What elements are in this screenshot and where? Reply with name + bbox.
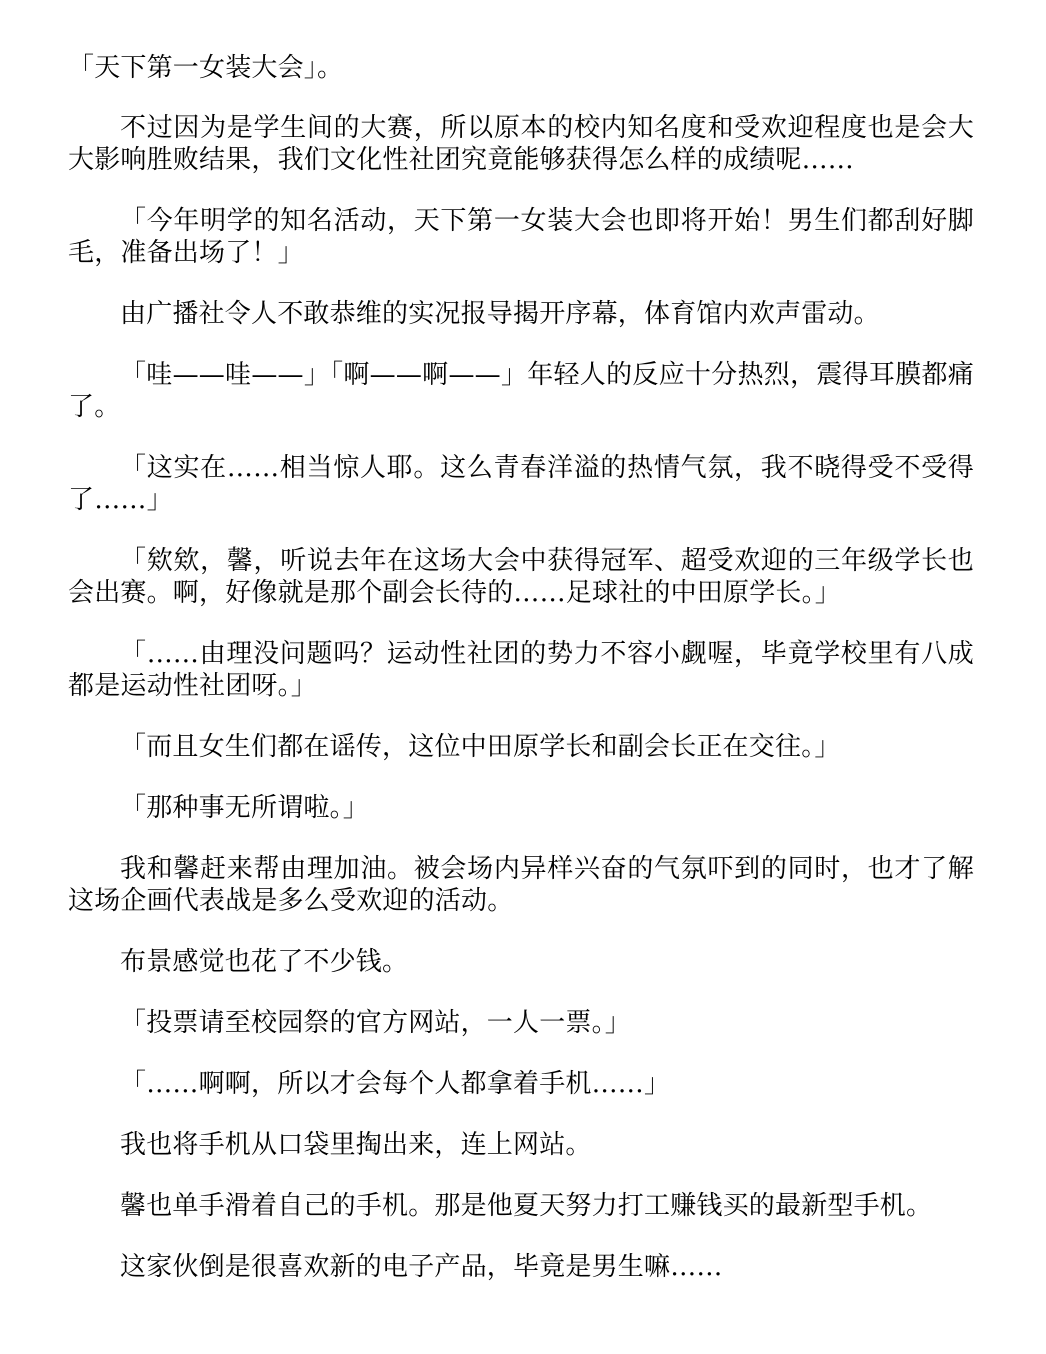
paragraph-7: 「欸欸，馨，听说去年在这场大会中获得冠军、超受欢迎的三年级学长也会出赛。啊，好像就是那个副会长待的……足球社的中田原学长。」 bbox=[68, 546, 974, 608]
paragraph-gap bbox=[68, 609, 974, 638]
paragraph-gap bbox=[68, 763, 974, 792]
paragraph-gap bbox=[68, 978, 974, 1007]
paragraph-gap bbox=[68, 269, 974, 298]
paragraph-gap bbox=[68, 176, 974, 205]
paragraph-gap bbox=[68, 824, 974, 853]
paragraph-12: 布景感觉也花了不少钱。 bbox=[120, 947, 409, 977]
paragraph-gap bbox=[68, 917, 974, 946]
paragraph-1: 「天下第一女装大会」。 bbox=[68, 53, 344, 83]
paragraph-10: 「那种事无所谓啦。」 bbox=[120, 793, 370, 823]
paragraph-11: 我和馨赶来帮由理加油。被会场内异样兴奋的气氛吓到的同时，也才了解这场企画代表战是多么受欢迎的活动。 bbox=[68, 854, 974, 916]
paragraph-gap bbox=[68, 516, 974, 545]
paragraph-2: 不过因为是学生间的大赛，所以原本的校内知名度和受欢迎程度也是会大大影响胜败结果，我们文化性社团究竟能够获得怎么样的成绩呢…… bbox=[68, 113, 974, 175]
paragraph-gap bbox=[68, 1039, 974, 1068]
paragraph-gap bbox=[68, 1222, 974, 1251]
paragraph-6: 「这实在……相当惊人耶。这么青春洋溢的热情气氛，我不晓得受不受得了……」 bbox=[68, 453, 974, 515]
paragraph-14: 「……啊啊，所以才会每个人都拿着手机……」 bbox=[120, 1069, 671, 1099]
paragraph-gap bbox=[68, 84, 974, 112]
paragraph-4: 由广播社令人不敢恭维的实况报导揭开序幕，体育馆内欢声雷动。 bbox=[120, 299, 880, 329]
paragraph-gap bbox=[68, 702, 974, 731]
paragraph-3: 「今年明学的知名活动，天下第一女装大会也即将开始！男生们都刮好脚毛，准备出场了！」 bbox=[68, 206, 974, 268]
paragraph-gap bbox=[68, 423, 974, 452]
paragraph-gap bbox=[68, 1100, 974, 1129]
paragraph-8: 「……由理没问题吗？运动性社团的势力不容小觑喔，毕竟学校里有八成都是运动性社团呀。」 bbox=[68, 639, 974, 701]
paragraph-17: 这家伙倒是很喜欢新的电子产品，毕竟是男生嘛…… bbox=[120, 1252, 723, 1282]
paragraph-gap bbox=[68, 1161, 974, 1190]
paragraph-13: 「投票请至校园祭的官方网站，一人一票。」 bbox=[120, 1008, 632, 1038]
paragraph-5: 「哇——哇——」「啊——啊——」年轻人的反应十分热烈，震得耳膜都痛了。 bbox=[68, 360, 974, 422]
paragraph-15: 我也将手机从口袋里掏出来，连上网站。 bbox=[120, 1130, 592, 1160]
paragraph-9: 「而且女生们都在谣传，这位中田原学长和副会长正在交往。」 bbox=[120, 732, 841, 762]
paragraph-16: 馨也单手滑着自己的手机。那是他夏天努力打工赚钱买的最新型手机。 bbox=[120, 1191, 933, 1221]
paragraph-gap bbox=[68, 330, 974, 359]
